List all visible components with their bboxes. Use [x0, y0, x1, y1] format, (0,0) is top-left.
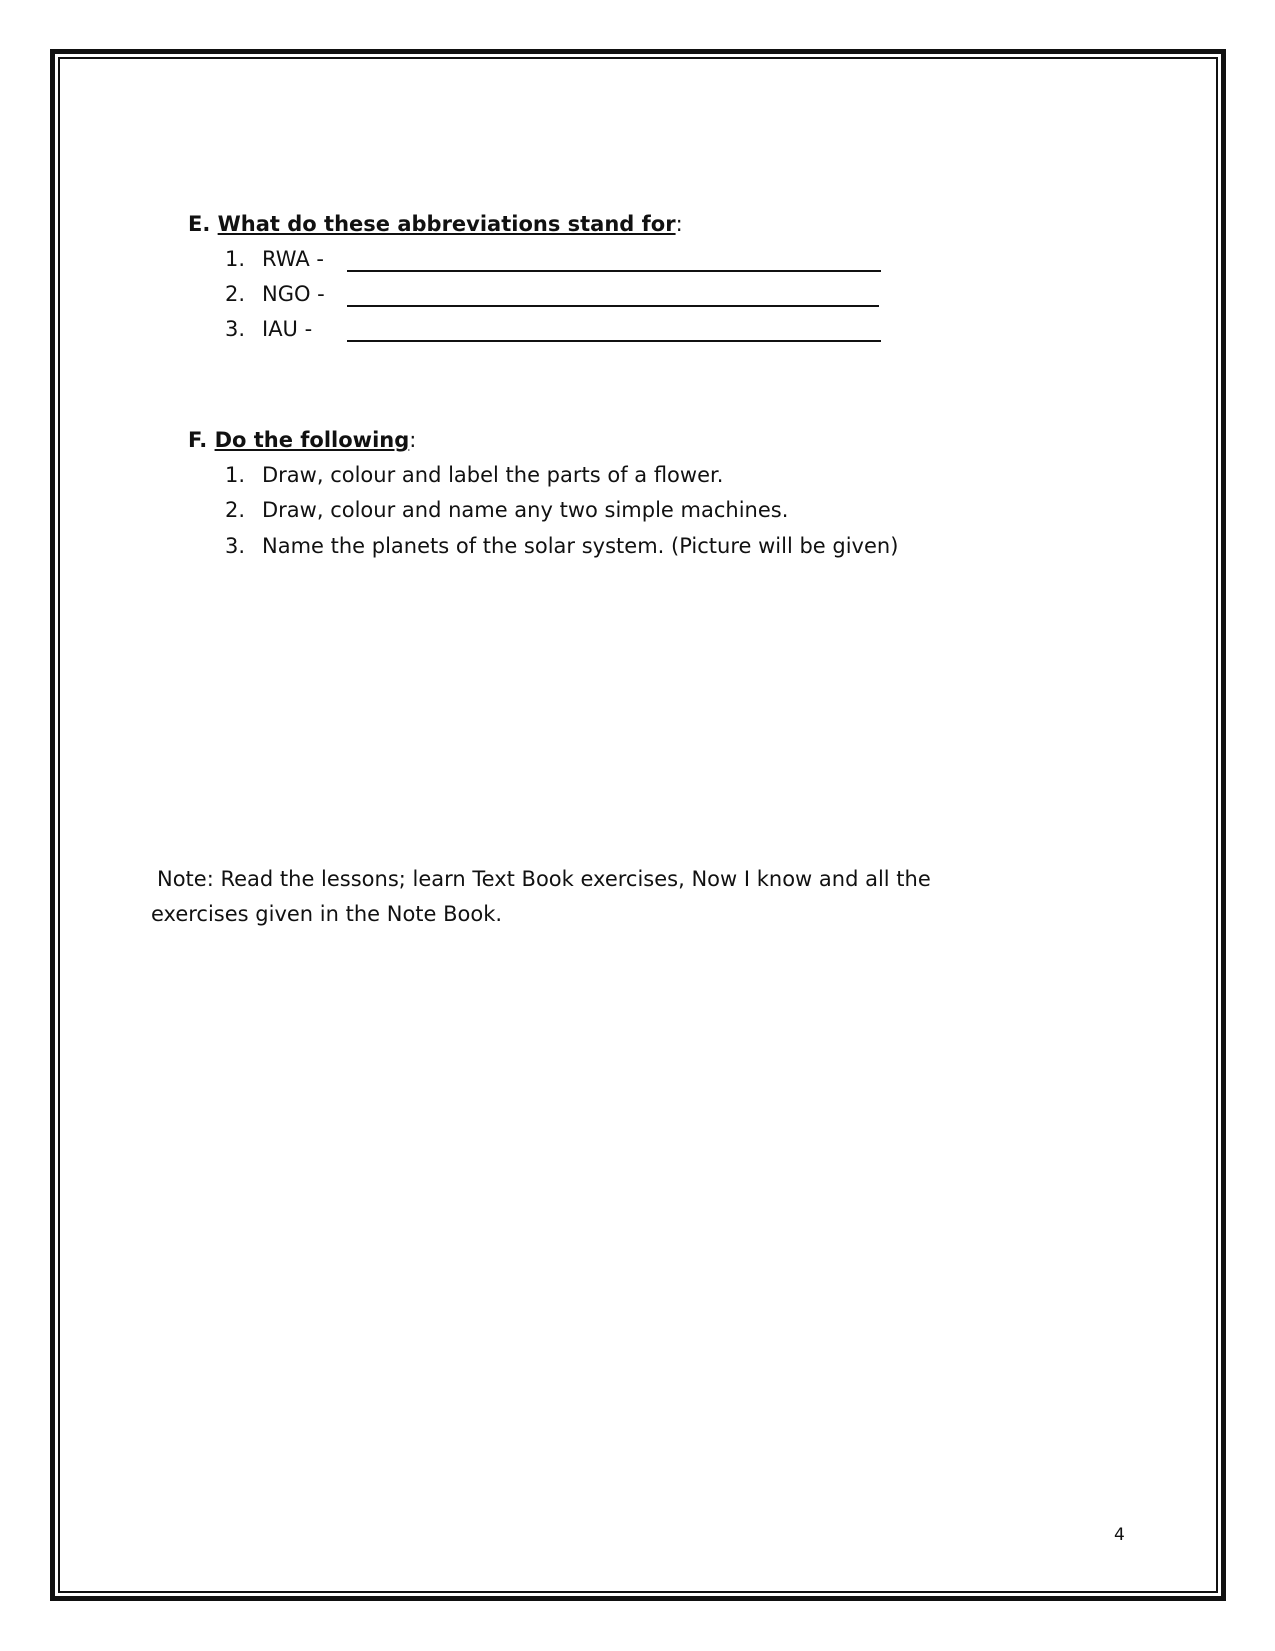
section-f-heading [188, 430, 416, 451]
e-item-2-label: NGO - [262, 282, 325, 306]
e-item-1-answer-blank[interactable] [347, 270, 881, 272]
section-f-title: Do the following [214, 428, 410, 452]
note-line-1: Note: Read the lessons; learn Text Book exercises, Now I know and all the [157, 867, 931, 891]
e-item-2-answer-blank[interactable] [347, 305, 879, 307]
section-e-colon: : [675, 212, 683, 236]
e-item-3-label: IAU - [262, 317, 313, 341]
section-f-colon: : [409, 428, 417, 452]
e-item-1-label: RWA - [262, 247, 324, 271]
e-item-3-answer-blank[interactable] [347, 340, 881, 342]
f-item-1-text: Draw, colour and label the parts of a flower. [262, 463, 724, 487]
section-e-heading [188, 214, 683, 235]
f-item-1-number: 1. [225, 463, 246, 487]
section-f-letter: F. [188, 428, 208, 452]
e-item-3-number: 3. [225, 317, 246, 341]
f-item-3-number: 3. [225, 534, 246, 558]
section-e-title: What do these abbreviations stand for [217, 212, 676, 236]
section-e-letter: E. [188, 212, 211, 236]
note-line-2: exercises given in the Note Book. [151, 902, 503, 926]
e-item-2-number: 2. [225, 282, 246, 306]
f-item-2-text: Draw, colour and name any two simple machines. [262, 498, 789, 522]
f-item-2-number: 2. [225, 498, 246, 522]
e-item-1-number: 1. [225, 247, 246, 271]
f-item-3-text: Name the planets of the solar system. (Picture will be given) [262, 534, 899, 558]
page-number: 4 [1114, 1525, 1125, 1545]
